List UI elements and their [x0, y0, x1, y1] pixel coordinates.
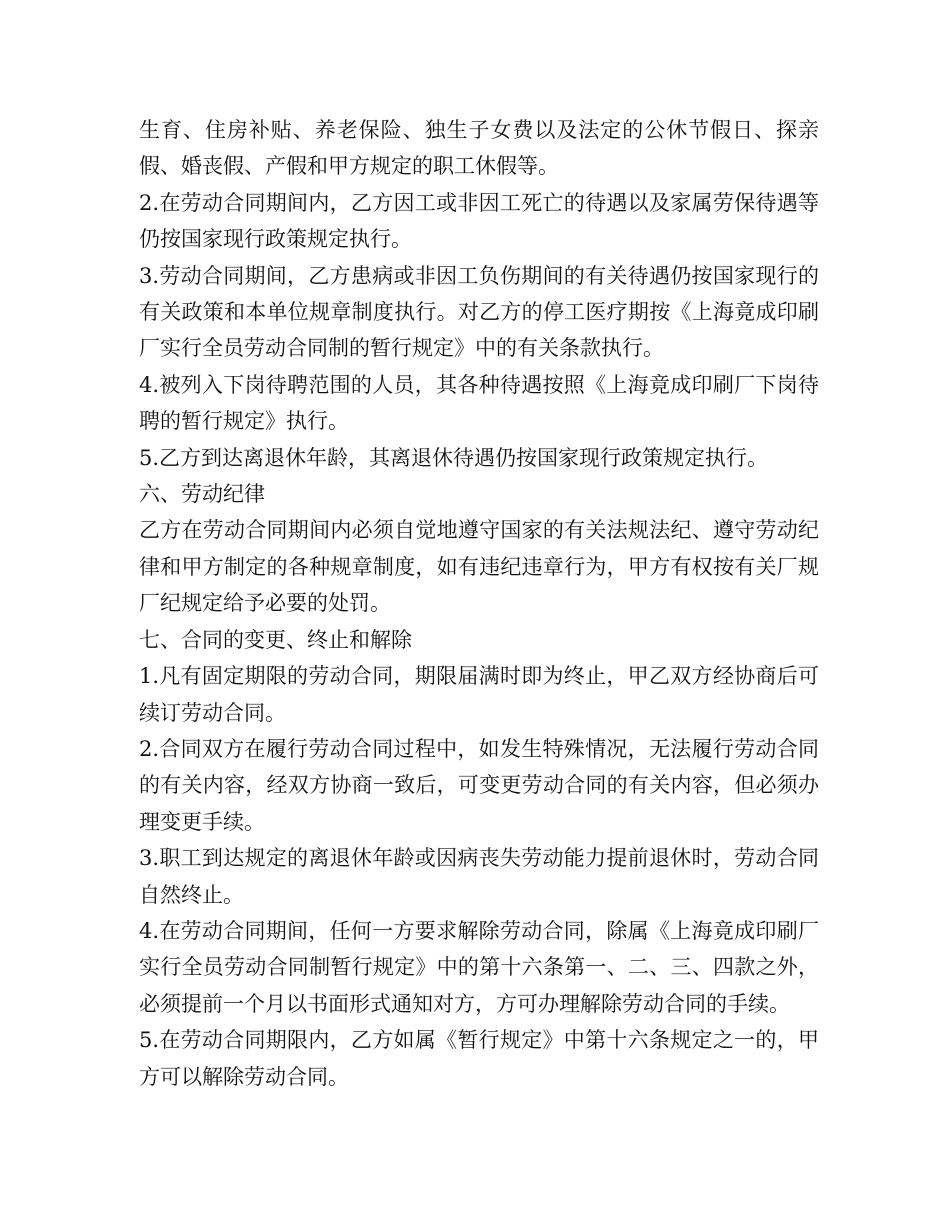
paragraph-7-5-employer-termination: 5.在劳动合同期限内，乙方如属《暂行规定》中第十六条规定之一的，甲方可以解除劳动合同。 [139, 1028, 819, 1089]
paragraph-labor-discipline: 乙方在劳动合同期间内必须自觉地遵守国家的有关法规法纪、遵守劳动纪律和甲方制定的各种规章制度，如有违纪违章行为，甲方有权按有关厂规厂纪规定给予必要的处罚。 [139, 518, 819, 616]
paragraph-5-4-layoff-standby: 4.被列入下岗待聘范围的人员，其各种待遇按照《上海竟成印刷厂下岗待聘的暂行规定》执行。 [139, 372, 819, 434]
paragraph-5-2-death-benefits: 2.在劳动合同期间内，乙方因工或非因工死亡的待遇以及家属劳保待遇等仍按国家现行政策规定执行。 [139, 190, 819, 252]
section-heading-contract-changes: 七、合同的变更、终止和解除 [139, 627, 412, 652]
section-heading-labor-discipline: 六、劳动纪律 [139, 482, 265, 507]
paragraph-7-2-modification: 2.合同双方在履行劳动合同过程中，如发生特殊情况，无法履行劳动合同的有关内容，经双方协商一致后，可变更劳动合同的有关内容，但必须办理变更手续。 [139, 736, 819, 834]
paragraph-7-4-early-termination: 4.在劳动合同期间，任何一方要求解除劳动合同，除属《上海竟成印刷厂实行全员劳动合同制暂行规定》中的第十六条第一、二、三、四款之外，必须提前一个月以书面形式通知对方，方可办理解除劳动合同的手续。 [139, 918, 819, 1016]
paragraph-7-3-natural-termination: 3.职工到达规定的离退休年龄或因病丧失劳动能力提前退休时，劳动合同自然终止。 [139, 846, 819, 907]
paragraph-benefits-continued: 生育、住房补贴、养老保险、独生子女费以及法定的公休节假日、探亲假、婚丧假、产假和甲方规定的职工休假等。 [139, 118, 819, 179]
paragraph-5-5-retirement: 5.乙方到达离退休年龄，其离退休待遇仍按国家现行政策规定执行。 [139, 445, 769, 470]
paragraph-7-1-expiry: 1.凡有固定期限的劳动合同，期限届满时即为终止，甲乙双方经协商后可续订劳动合同。 [139, 664, 819, 725]
paragraph-5-3-sick-leave: 3.劳动合同期间，乙方患病或非因工负伤期间的有关待遇仍按国家现行的有关政策和本单位规章制度执行。对乙方的停工医疗期按《上海竟成印刷厂实行全员劳动合同制的暂行规定》中的有关条款执行。 [139, 263, 819, 361]
document-page [139, 112, 819, 1095]
